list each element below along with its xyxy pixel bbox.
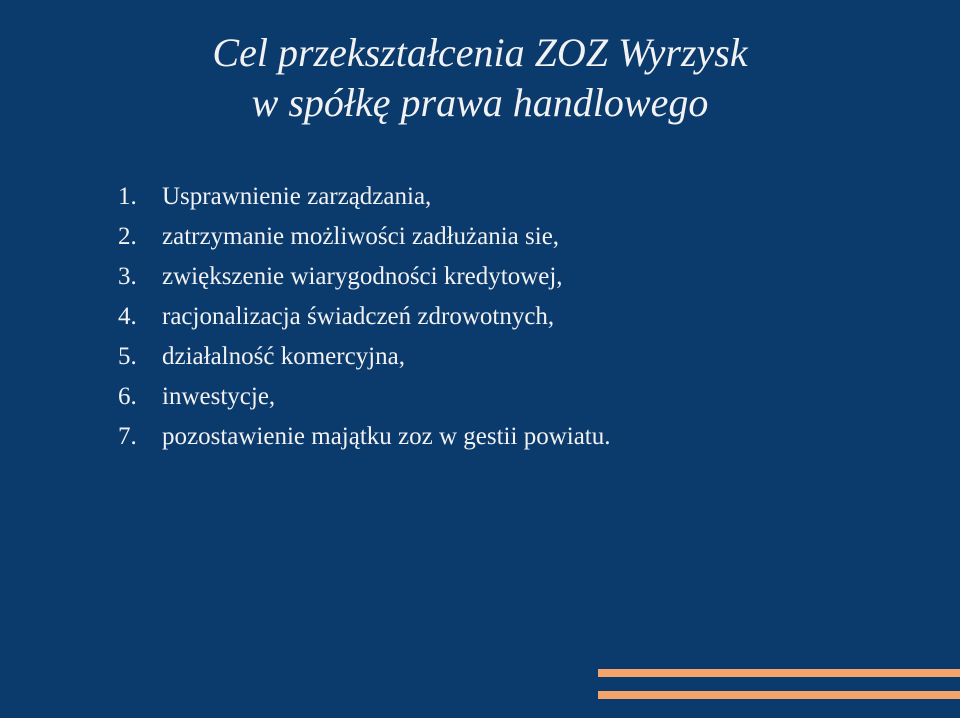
list-item-number: 4.	[118, 303, 137, 330]
decorative-stripe-bottom	[598, 691, 960, 699]
list-item	[118, 180, 611, 220]
list-item-text: zwiększenie wiarygodności kredytowej,	[162, 263, 563, 290]
slide-title	[0, 28, 960, 128]
list-item-text: zatrzymanie możliwości zadłużania sie,	[162, 223, 560, 250]
list-item	[118, 340, 611, 380]
list-item-number: 2.	[118, 223, 137, 250]
list-item-number: 5.	[118, 343, 137, 370]
list-item-number: 6.	[118, 383, 137, 410]
list-item-text: inwestycje,	[162, 383, 276, 410]
list-item-number: 1.	[118, 183, 137, 210]
title-line-2: w spółkę prawa handlowego	[251, 80, 709, 125]
list-item-text: działalność komercyjna,	[162, 343, 405, 370]
list-item-text: pozostawienie majątku zoz w gestii powiatu.	[162, 423, 611, 450]
list-item	[118, 220, 611, 260]
list-item-text: racjonalizacja świadczeń zdrowotnych,	[162, 303, 555, 330]
list-item	[118, 420, 611, 460]
list-item-number: 3.	[118, 263, 137, 290]
list-item	[118, 300, 611, 340]
title-line-1: Cel przekształcenia ZOZ Wyrzysk	[212, 30, 748, 75]
goals-list	[118, 180, 611, 460]
decorative-stripe-top	[598, 669, 960, 677]
list-item-text: Usprawnienie zarządzania,	[162, 183, 432, 210]
list-item	[118, 380, 611, 420]
list-item	[118, 260, 611, 300]
list-item-number: 7.	[118, 423, 137, 450]
